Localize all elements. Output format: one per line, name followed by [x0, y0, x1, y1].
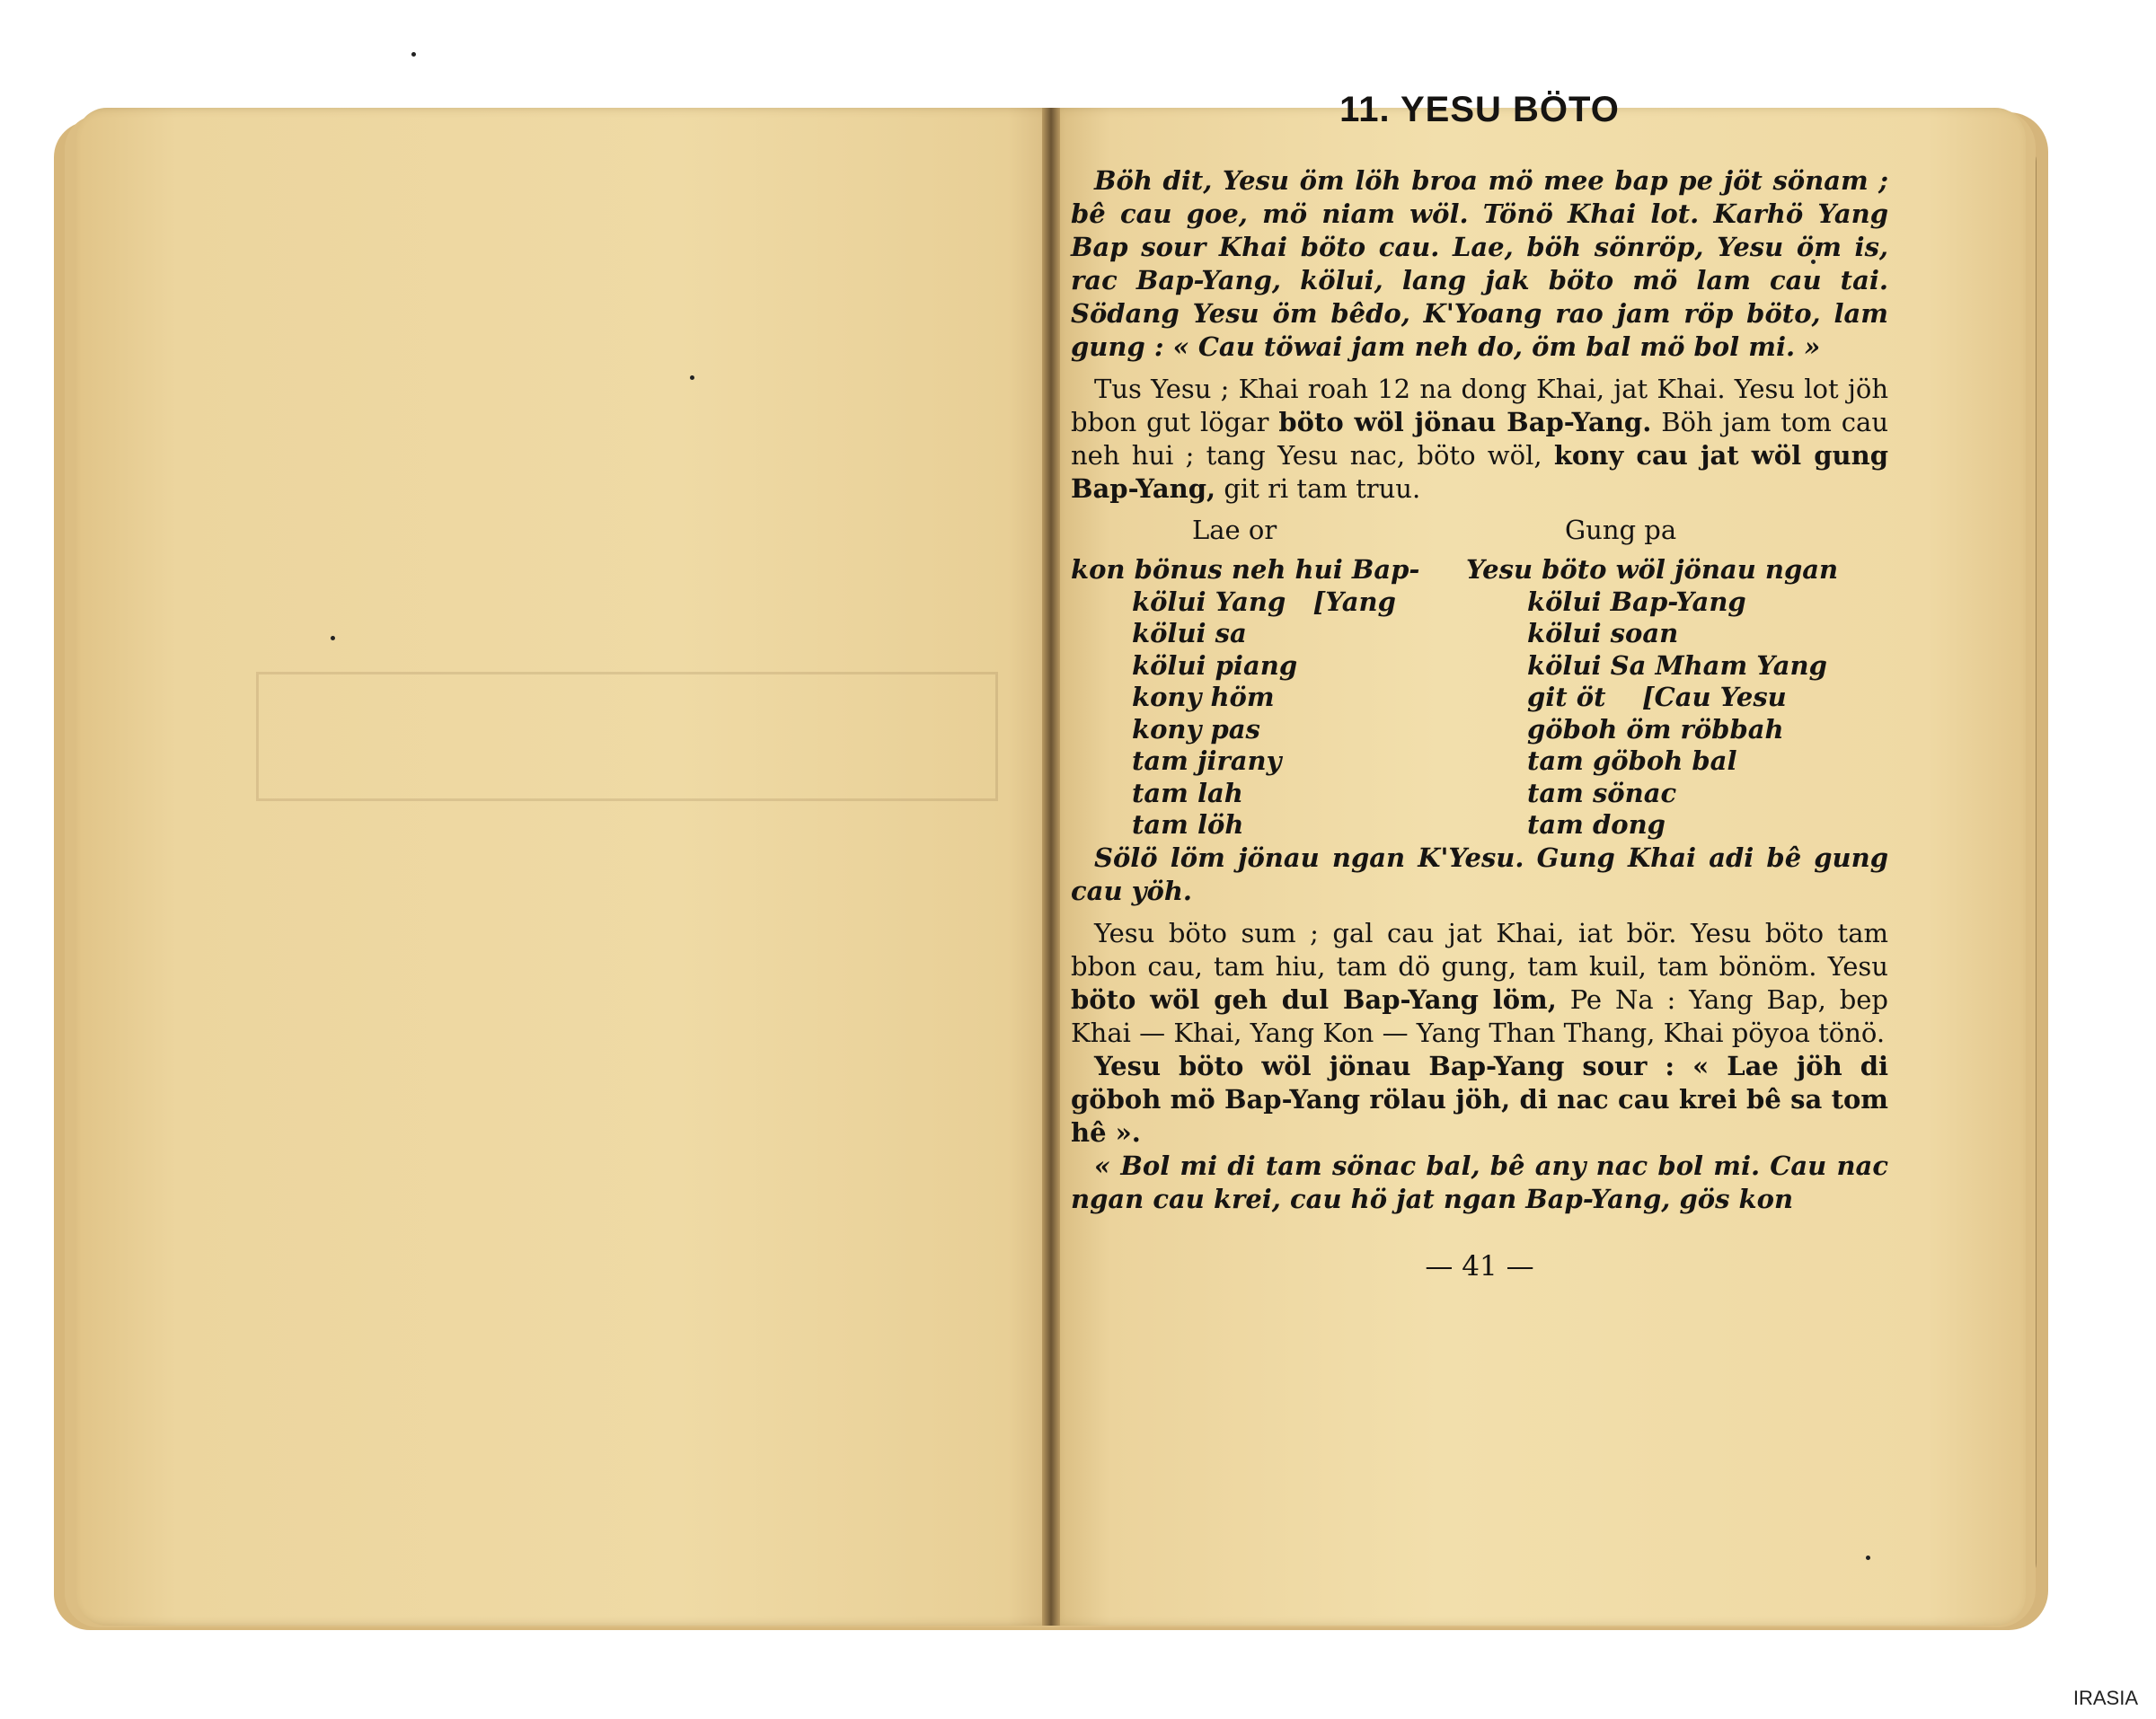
left-page	[76, 108, 1078, 1626]
paragraph-3: Sölö löm jönau ngan K'Yesu. Gung Khai adi bê gung cau yöh.	[1071, 842, 1888, 906]
paragraph-2-text-a: Tus Yesu ; Khai roah 12 na dong Khai, jat Khai. Yesu lot jöh bbon gut lögar	[1071, 374, 1888, 437]
paragraph-4-text-b: Pe Na : Yang Bap, bep Khai — Khai, Yang Kon — Yang Than Thang, Khai pöyoa tönö.	[1071, 983, 1888, 1048]
paragraph-4-text-a: Yesu böto sum ; gal cau jat Khai, iat bör. Yesu böto tam bbon cau, tam hiu, tam dö gung, tam kuil, tam bönöm. Yesu	[1071, 917, 1888, 982]
list-item: Yesu böto wöl jönau ngan	[1466, 554, 1839, 585]
paragraph-2-text-c: git ri tam truu.	[1215, 473, 1421, 504]
paragraph-4	[1071, 917, 1888, 1050]
watermark: IRASIA	[2072, 1687, 2138, 1709]
column-header-left: Lae or	[1192, 515, 1277, 545]
list-item: kölui Sa Mham Yang	[1527, 649, 1827, 681]
list-item: kölui sa	[1132, 618, 1247, 648]
paragraph-6: « Bol mi di tam sönac bal, bê any nac bol mi. Cau nac ngan cau krei, cau hö jat ngan Bap-Yang, gös kon	[1071, 1150, 1888, 1214]
paragraph-2-bold-a: böto wöl jönau Bap-Yang.	[1278, 407, 1652, 437]
list-item: kon bönus neh hui Bap-	[1071, 554, 1420, 585]
list-item: kony pas	[1132, 713, 1260, 745]
paragraph-2-bold-b: kony cau jat wöl gung Bap-Yang,	[1071, 440, 1888, 504]
paragraph-5: Yesu böto wöl jönau Bap-Yang sour : « Lae jöh di göboh mö Bap-Yang rölau jöh, di nac cau krei bê sa tom hê ».	[1071, 1050, 1888, 1148]
two-column-list	[1071, 554, 1888, 842]
list-item: tam jirany	[1132, 745, 1282, 776]
book-spine	[1042, 108, 1060, 1626]
list-item: tam löh	[1132, 809, 1244, 840]
paragraph-2-text-b: Böh jam tom cau neh hui ; tang Yesu nac, böto wöl,	[1071, 407, 1888, 471]
left-column	[1071, 554, 1466, 842]
list-item: tam göboh bal	[1527, 745, 1737, 776]
list-item: kölui piang	[1132, 649, 1298, 681]
dust-speck	[331, 636, 335, 640]
dust-speck	[690, 375, 694, 380]
list-item: git öt [Cau Yesu	[1527, 682, 1787, 712]
list-item: göboh öm röbbah	[1527, 713, 1784, 745]
column-header-right: Gung pa	[1565, 515, 1677, 545]
page-text	[1071, 90, 1888, 1283]
dust-speck	[411, 52, 416, 57]
list-item: tam dong	[1527, 809, 1666, 840]
page-number: — 41 —	[1425, 1249, 1534, 1283]
paragraph-2	[1071, 373, 1888, 506]
list-item: kölui Yang [Yang	[1132, 586, 1396, 617]
paragraph-1: Böh dit, Yesu öm löh broa mö mee bap pe jöt sönam ; bê cau goe, mö niam wöl. Tönö Khai lot. Karhö Yang Bap sour Khai böto cau. Lae, böh sönröp, Yesu öm is, rac Bap-Yang, kölui, lang jak böto mö lam cau tai. Södang Yesu öm bêdo, K'Yoang rao jam röp böto, lam gung : « Cau töwai jam neh do, öm bal mö bol mi. »	[1071, 165, 1888, 362]
list-item: tam lah	[1132, 777, 1243, 808]
right-column	[1466, 554, 1838, 842]
dust-speck	[1866, 1556, 1870, 1560]
paragraph-4-bold: böto wöl geh dul Bap-Yang löm,	[1071, 983, 1557, 1015]
list-item: tam sönac	[1527, 777, 1677, 808]
list-item: kony höm	[1132, 682, 1275, 712]
chapter-title: 11. YESU BÖTO	[1339, 90, 1620, 129]
column-headers	[1071, 515, 1888, 545]
list-item: kölui Bap-Yang	[1527, 586, 1746, 617]
show-through-box	[256, 672, 998, 801]
list-item: kölui soan	[1527, 618, 1679, 648]
